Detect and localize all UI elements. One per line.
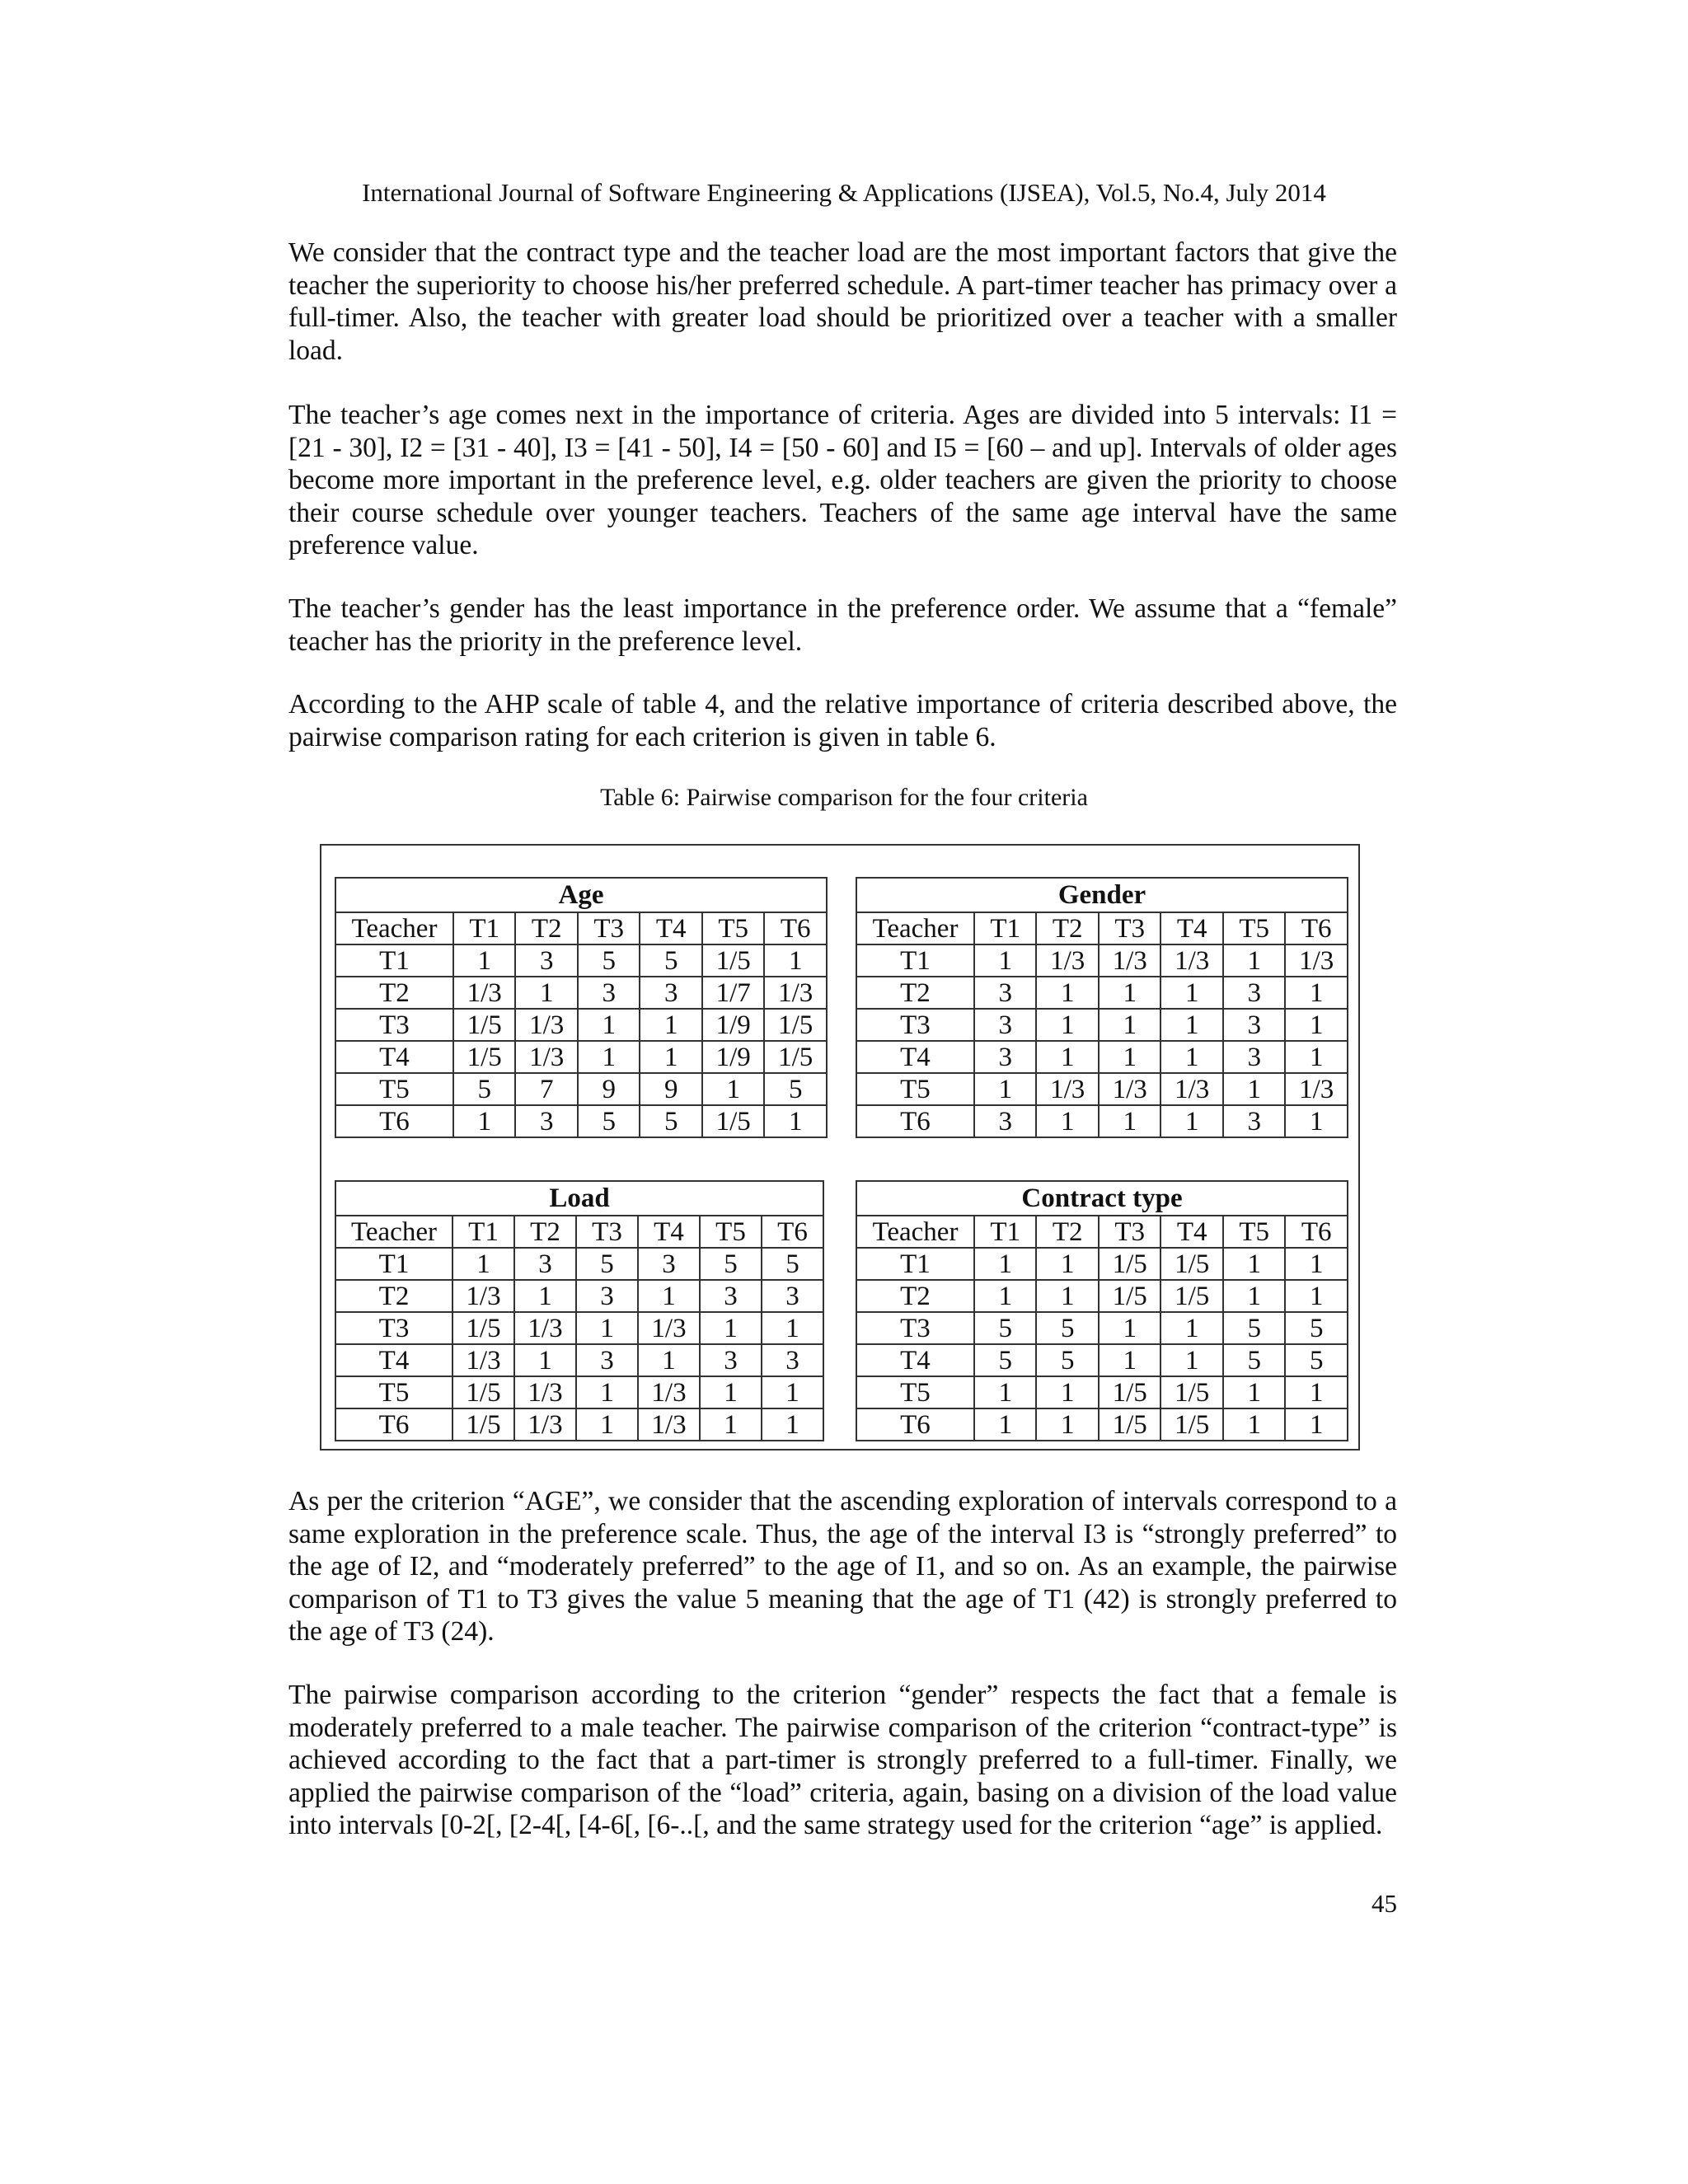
table-cell: 1/5 [702, 944, 765, 977]
table-row [856, 1312, 1348, 1344]
table-cell: 1 [762, 1376, 823, 1408]
table-cell: 1 [974, 1376, 1037, 1408]
column-header: T2 [514, 1216, 576, 1248]
table-row [335, 1009, 827, 1041]
table-cell: 1/9 [702, 1009, 765, 1041]
table-cell: 1 [638, 1280, 700, 1312]
table-cell: 3 [576, 1344, 638, 1376]
contract-type-comparison-table [856, 1180, 1348, 1441]
table-cell: 5 [640, 944, 702, 977]
table-header-row [335, 912, 827, 944]
row-header-cell: T2 [335, 1280, 452, 1312]
row-header-cell: T6 [335, 1408, 452, 1441]
table-cell: 1/5 [453, 1041, 516, 1073]
table-cell: 1 [1285, 1105, 1348, 1137]
table-header-row [856, 1216, 1348, 1248]
table-cell: 3 [974, 1009, 1037, 1041]
table-row [335, 1041, 827, 1073]
table-cell: 1 [1285, 1009, 1348, 1041]
table-cell: 1/5 [702, 1105, 765, 1137]
table-cell: 3 [700, 1280, 762, 1312]
table-cell: 1 [640, 1009, 702, 1041]
table-cell: 5 [764, 1073, 827, 1105]
table-row [335, 1248, 823, 1280]
load-comparison-table [335, 1180, 824, 1441]
column-header: T5 [1223, 1216, 1286, 1248]
table-cell: 5 [974, 1312, 1037, 1344]
row-header-cell: T1 [335, 1248, 452, 1280]
table-cell: 1 [1285, 1041, 1348, 1073]
table-cell: 1/3 [764, 977, 827, 1009]
paragraph-criteria-importance: We consider that the contract type and the teacher load are the most important factors that give the teacher the superiority to choose his/her preferred schedule. A part-timer teacher has primacy over a full-timer. Also, the teacher with greater load should be prioritized over a teacher with a smaller load. [288, 237, 1397, 366]
table-title-row [335, 1181, 823, 1216]
table-cell: 1 [578, 1009, 640, 1041]
table-cell: 1 [974, 1408, 1037, 1441]
table-cell: 3 [1223, 1105, 1286, 1137]
table-cell: 1 [974, 944, 1037, 977]
row-header-cell: T3 [856, 1009, 974, 1041]
table-cell: 1 [1099, 1312, 1161, 1344]
table-row [335, 1073, 827, 1105]
table-cell: 1 [1285, 977, 1348, 1009]
row-header-cell: T1 [856, 1248, 974, 1280]
table-cell: 5 [578, 1105, 640, 1137]
table-cell: 5 [453, 1073, 516, 1105]
row-header-cell: T2 [856, 1280, 974, 1312]
column-header: T6 [762, 1216, 823, 1248]
row-header-cell: T4 [856, 1041, 974, 1073]
table-cell: 1 [762, 1312, 823, 1344]
table-cell: 3 [578, 977, 640, 1009]
table-cell: 3 [576, 1280, 638, 1312]
table-cell: 1 [1036, 1280, 1099, 1312]
table-row [856, 1344, 1348, 1376]
table-cell: 3 [638, 1248, 700, 1280]
column-header: T6 [764, 912, 827, 944]
column-header: T5 [702, 912, 765, 944]
column-header: T2 [1036, 1216, 1099, 1248]
table-cell: 1 [1099, 977, 1161, 1009]
table-cell: 1/3 [1036, 1073, 1099, 1105]
table-cell: 1 [514, 1280, 576, 1312]
table-cell: 3 [640, 977, 702, 1009]
table-cell: 1/3 [638, 1408, 700, 1441]
table-cell: 1/5 [1099, 1248, 1161, 1280]
running-header: International Journal of Software Engineering & Applications (IJSEA), Vol.5, No.4, July 2014 [362, 178, 1326, 207]
table-cell: 1 [1160, 1041, 1223, 1073]
column-header: T5 [1223, 912, 1286, 944]
column-header: T3 [578, 912, 640, 944]
table-cell: 1 [578, 1041, 640, 1073]
table-cell: 1/3 [452, 1344, 514, 1376]
table-cell: 1 [1036, 1408, 1099, 1441]
table-cell: 1 [1099, 1041, 1161, 1073]
table-cell: 1 [1285, 1248, 1348, 1280]
table-row [335, 1344, 823, 1376]
table-cell: 5 [762, 1248, 823, 1280]
table-cell: 1 [1099, 1009, 1161, 1041]
table-cell: 1/7 [702, 977, 765, 1009]
table-cell: 1 [1036, 1009, 1099, 1041]
table-row [335, 1376, 823, 1408]
table-cell: 7 [515, 1073, 578, 1105]
row-header-cell: T5 [335, 1376, 452, 1408]
table-cell: 1 [1160, 1312, 1223, 1344]
table-cell: 1 [453, 1105, 516, 1137]
table-cell: 3 [514, 1248, 576, 1280]
table-cell: 1/3 [514, 1312, 576, 1344]
table-cell: 1/5 [452, 1312, 514, 1344]
table-cell: 1/3 [514, 1408, 576, 1441]
table-title-row [856, 1181, 1348, 1216]
table-cell: 3 [515, 1105, 578, 1137]
table-title: Age [335, 878, 827, 912]
table-cell: 1 [1160, 1105, 1223, 1137]
column-header: T6 [1285, 912, 1348, 944]
table-title-row [335, 878, 827, 912]
table-cell: 1 [1099, 1105, 1161, 1137]
table-cell: 5 [1285, 1312, 1348, 1344]
table-row [335, 1408, 823, 1441]
table-cell: 1/3 [514, 1376, 576, 1408]
table-cell: 3 [762, 1344, 823, 1376]
table-row [856, 1280, 1348, 1312]
table-cell: 3 [1223, 977, 1286, 1009]
table-cell: 5 [1036, 1312, 1099, 1344]
gender-comparison-table [856, 877, 1348, 1138]
table-cell: 1 [1160, 977, 1223, 1009]
table-cell: 5 [1223, 1344, 1286, 1376]
table-cell: 1 [576, 1376, 638, 1408]
column-header: T4 [1160, 1216, 1223, 1248]
table-caption: Table 6: Pairwise comparison for the four criteria [600, 784, 1088, 811]
table-cell: 1/5 [1160, 1248, 1223, 1280]
table-cell: 5 [700, 1248, 762, 1280]
table-cell: 5 [576, 1248, 638, 1280]
column-header: T4 [1160, 912, 1223, 944]
table-cell: 1/3 [515, 1041, 578, 1073]
table-cell: 1/5 [764, 1009, 827, 1041]
column-header: T5 [700, 1216, 762, 1248]
table-cell: 1/3 [453, 977, 516, 1009]
table-cell: 1 [514, 1344, 576, 1376]
table-cell: 1/3 [515, 1009, 578, 1041]
table-cell: 1 [1036, 1105, 1099, 1137]
table-cell: 5 [1223, 1312, 1286, 1344]
table-title: Contract type [856, 1181, 1348, 1216]
paragraph-gender-contract-load: The pairwise comparison according to the criterion “gender” respects the fact that a female is moderately preferred to a male teacher. The pairwise comparison of the criterion “contract-type” is achieved according to the fact that a part-timer is strongly preferred to a full-timer. Finally, we applied the pairwise comparison of the “load” criteria, again, basing on a division of the load value into intervals [0-2[, [2-4[, [4-6[, [6-..[, and the same strategy used for the criterion “age” is applied. [288, 1680, 1397, 1841]
table-cell: 1 [764, 944, 827, 977]
table-header-row [335, 1216, 823, 1248]
table-cell: 1 [1285, 1280, 1348, 1312]
table-row [856, 1009, 1348, 1041]
table-cell: 5 [1036, 1344, 1099, 1376]
row-header-cell: T5 [856, 1073, 974, 1105]
table-cell: 1 [576, 1408, 638, 1441]
table-cell: 1/3 [1099, 944, 1161, 977]
table-cell: 1 [515, 977, 578, 1009]
row-header-cell: T6 [335, 1105, 453, 1137]
table-cell: 3 [515, 944, 578, 977]
table-cell: 1 [1285, 1408, 1348, 1441]
table-cell: 3 [974, 1105, 1037, 1137]
table-cell: 1/3 [638, 1376, 700, 1408]
table-cell: 1 [1160, 1344, 1223, 1376]
table-cell: 1 [700, 1376, 762, 1408]
table-row [856, 1073, 1348, 1105]
table-title-row [856, 878, 1348, 912]
table-row [335, 944, 827, 977]
column-header: T2 [515, 912, 578, 944]
table-cell: 5 [578, 944, 640, 977]
table-row [335, 1105, 827, 1137]
table-row [856, 1376, 1348, 1408]
table-cell: 1 [453, 944, 516, 977]
table-cell: 1/3 [1099, 1073, 1161, 1105]
table-cell: 1 [762, 1408, 823, 1441]
table-row [335, 977, 827, 1009]
table-row [856, 1248, 1348, 1280]
table-cell: 1 [1223, 1408, 1286, 1441]
paragraph-teacher-age: The teacher’s age comes next in the importance of criteria. Ages are divided into 5 intervals: I1 = [21 - 30], I2 = [31 - 40], I3 = [41 - 50], I4 = [50 - 60] and I5 = [60 – and up]. Intervals of older ages become more important in the preference level, e.g. older teachers are given the priority to choose their course schedule over younger teachers. Teachers of the same age interval have the same preference value. [288, 400, 1397, 561]
row-header-cell: T3 [335, 1312, 452, 1344]
paragraph-age-criterion: As per the criterion “AGE”, we consider that the ascending exploration of intervals correspond to a same exploration in the preference scale. Thus, the age of the interval I3 is “strongly preferred” to the age of I2, and “moderately preferred” to the age of I1, and so on. As an example, the pairwise comparison of T1 to T3 gives the value 5 meaning that the age of T1 (42) is strongly preferred to the age of T3 (24). [288, 1486, 1397, 1647]
table-cell: 5 [974, 1344, 1037, 1376]
table-cell: 1/3 [1036, 944, 1099, 977]
table-cell: 1 [452, 1248, 514, 1280]
table-cell: 9 [640, 1073, 702, 1105]
column-header: Teacher [856, 912, 974, 944]
table-cell: 1/3 [1160, 944, 1223, 977]
table-cell: 5 [1285, 1344, 1348, 1376]
table-row [856, 1408, 1348, 1441]
column-header: T2 [1036, 912, 1099, 944]
table-cell: 1 [1036, 1248, 1099, 1280]
table-cell: 1 [1285, 1376, 1348, 1408]
table-row [856, 1041, 1348, 1073]
column-header: T6 [1285, 1216, 1348, 1248]
table-cell: 1 [1160, 1009, 1223, 1041]
column-header: T3 [1099, 1216, 1161, 1248]
column-header: T1 [974, 912, 1037, 944]
row-header-cell: T5 [856, 1376, 974, 1408]
table-cell: 1/3 [1285, 944, 1348, 977]
column-header: T1 [452, 1216, 514, 1248]
row-header-cell: T4 [335, 1344, 452, 1376]
row-header-cell: T4 [335, 1041, 453, 1073]
table-cell: 1/3 [1160, 1073, 1223, 1105]
row-header-cell: T1 [335, 944, 453, 977]
table-row [856, 1105, 1348, 1137]
table-cell: 1 [1223, 1073, 1286, 1105]
table-cell: 1/3 [452, 1280, 514, 1312]
page-number: 45 [1372, 1889, 1397, 1918]
row-header-cell: T4 [856, 1344, 974, 1376]
table-cell: 1/5 [453, 1009, 516, 1041]
table-cell: 1/5 [1099, 1408, 1161, 1441]
table-header-row [856, 912, 1348, 944]
column-header: T3 [576, 1216, 638, 1248]
table-title: Gender [856, 878, 1348, 912]
table-row [856, 977, 1348, 1009]
table-cell: 1 [1223, 1280, 1286, 1312]
column-header: T4 [640, 912, 702, 944]
table-cell: 1/3 [1285, 1073, 1348, 1105]
table-cell: 1 [974, 1073, 1037, 1105]
table-cell: 1 [1223, 944, 1286, 977]
row-header-cell: T2 [856, 977, 974, 1009]
table-cell: 3 [1223, 1041, 1286, 1073]
column-header: T1 [974, 1216, 1037, 1248]
table-cell: 9 [578, 1073, 640, 1105]
table-cell: 1 [764, 1105, 827, 1137]
table-cell: 3 [700, 1344, 762, 1376]
table-cell: 3 [974, 977, 1037, 1009]
table-cell: 1/5 [1160, 1408, 1223, 1441]
column-header: T1 [453, 912, 516, 944]
pairwise-comparison-figure [320, 844, 1360, 1451]
table-cell: 1 [638, 1344, 700, 1376]
table-cell: 1/3 [638, 1312, 700, 1344]
table-cell: 3 [762, 1280, 823, 1312]
table-cell: 1 [1036, 1041, 1099, 1073]
column-header: T3 [1099, 912, 1161, 944]
table-cell: 1/5 [1160, 1376, 1223, 1408]
paragraph-teacher-gender: The teacher’s gender has the least importance in the preference order. We assume that a “female” teacher has the priority in the preference level. [288, 593, 1397, 657]
row-header-cell: T1 [856, 944, 974, 977]
table-cell: 1/5 [1099, 1280, 1161, 1312]
table-cell: 1 [974, 1248, 1037, 1280]
table-title: Load [335, 1181, 823, 1216]
paragraph-ahp-scale: According to the AHP scale of table 4, and the relative importance of criteria described above, the pairwise comparison rating for each criterion is given in table 6. [288, 689, 1397, 752]
table-cell: 1 [974, 1280, 1037, 1312]
table-cell: 1/5 [1160, 1280, 1223, 1312]
table-cell: 1 [576, 1312, 638, 1344]
table-cell: 3 [974, 1041, 1037, 1073]
table-cell: 1 [1223, 1376, 1286, 1408]
row-header-cell: T6 [856, 1408, 974, 1441]
table-cell: 1 [640, 1041, 702, 1073]
table-cell: 1/9 [702, 1041, 765, 1073]
age-comparison-table [335, 877, 828, 1138]
table-cell: 1 [1099, 1344, 1161, 1376]
table-cell: 1/5 [452, 1408, 514, 1441]
table-cell: 1/5 [1099, 1376, 1161, 1408]
table-cell: 3 [1223, 1009, 1286, 1041]
table-cell: 1/5 [452, 1376, 514, 1408]
table-cell: 1 [700, 1408, 762, 1441]
column-header: Teacher [856, 1216, 974, 1248]
table-cell: 5 [640, 1105, 702, 1137]
table-cell: 1 [1036, 1376, 1099, 1408]
column-header: Teacher [335, 1216, 452, 1248]
table-cell: 1 [1223, 1248, 1286, 1280]
row-header-cell: T3 [335, 1009, 453, 1041]
column-header: T4 [638, 1216, 700, 1248]
column-header: Teacher [335, 912, 453, 944]
table-cell: 1/5 [764, 1041, 827, 1073]
table-row [335, 1280, 823, 1312]
row-header-cell: T2 [335, 977, 453, 1009]
table-cell: 1 [702, 1073, 765, 1105]
table-cell: 1 [700, 1312, 762, 1344]
table-row [335, 1312, 823, 1344]
row-header-cell: T3 [856, 1312, 974, 1344]
table-cell: 1 [1036, 977, 1099, 1009]
table-row [856, 944, 1348, 977]
row-header-cell: T5 [335, 1073, 453, 1105]
row-header-cell: T6 [856, 1105, 974, 1137]
